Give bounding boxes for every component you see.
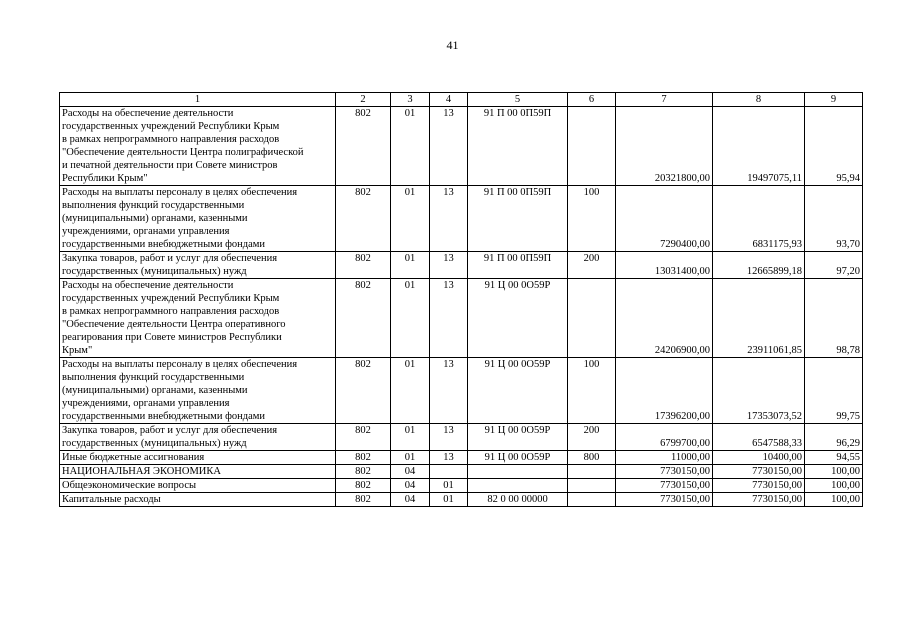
percent-cell: 96,29 [805, 424, 863, 451]
subsection-cell: 13 [430, 279, 468, 358]
executed-amount-cell: 10400,00 [713, 451, 805, 465]
description-text: Закупка товаров, работ и услуг для обеспечения государственных (муниципальных) нужд [62, 253, 278, 277]
chapter-cell: 802 [336, 451, 391, 465]
planned-amount-cell: 20321800,00 [616, 107, 713, 186]
executed-amount-cell: 6831175,93 [713, 186, 805, 252]
section-cell: 01 [391, 358, 430, 424]
expense-type-cell [568, 479, 616, 493]
description-cell [60, 252, 336, 279]
subsection-cell: 13 [430, 107, 468, 186]
expense-type-cell: 100 [568, 358, 616, 424]
target-article-cell: 91 Ц 00 0О59Р [468, 279, 568, 358]
section-cell: 01 [391, 451, 430, 465]
description-cell [60, 451, 336, 465]
description-text: Расходы на выплаты персоналу в целях обеспечения выполнения функций государственными (муниципальными) органами, казенными учреждениями, органами управления государственными внебюджетными фондами [62, 187, 298, 250]
description-cell [60, 358, 336, 424]
description-cell [60, 424, 336, 451]
chapter-cell: 802 [336, 424, 391, 451]
header-cell: 8 [713, 93, 805, 107]
planned-amount-cell: 6799700,00 [616, 424, 713, 451]
description-text: Расходы на обеспечение деятельности государственных учреждений Республики Крым в рамках непрограммного направления расходов "Обеспечение деятельности Центра полиграфической и печатной деятельности при Совете министров Республики Крым" [62, 108, 304, 184]
planned-amount-cell: 7730150,00 [616, 493, 713, 507]
executed-amount-cell: 7730150,00 [713, 493, 805, 507]
chapter-cell: 802 [336, 465, 391, 479]
expense-type-cell [568, 493, 616, 507]
planned-amount-cell: 17396200,00 [616, 358, 713, 424]
chapter-cell: 802 [336, 252, 391, 279]
expense-type-cell: 200 [568, 424, 616, 451]
subsection-cell: 13 [430, 252, 468, 279]
subsection-cell: 01 [430, 493, 468, 507]
planned-amount-cell: 7290400,00 [616, 186, 713, 252]
chapter-cell: 802 [336, 279, 391, 358]
section-cell: 01 [391, 186, 430, 252]
target-article-cell [468, 465, 568, 479]
executed-amount-cell: 7730150,00 [713, 465, 805, 479]
description-text: Расходы на обеспечение деятельности государственных учреждений Республики Крым в рамках непрограммного направления расходов "Обеспечение деятельности Центра оперативного реагирования при Совете министров Республики Крым" [62, 280, 286, 356]
budget-table [59, 92, 863, 507]
subsection-cell: 13 [430, 424, 468, 451]
subsection-cell: 01 [430, 479, 468, 493]
target-article-cell: 91 П 00 0П59П [468, 186, 568, 252]
description-text: Общеэкономические вопросы [62, 480, 197, 491]
table-row [60, 493, 863, 507]
header-cell: 9 [805, 93, 863, 107]
planned-amount-cell: 7730150,00 [616, 465, 713, 479]
expense-type-cell: 800 [568, 451, 616, 465]
description-cell [60, 279, 336, 358]
section-cell: 04 [391, 465, 430, 479]
description-text: Иные бюджетные ассигнования [62, 452, 205, 463]
table-row [60, 451, 863, 465]
chapter-cell: 802 [336, 107, 391, 186]
expense-type-cell: 200 [568, 252, 616, 279]
percent-cell: 95,94 [805, 107, 863, 186]
header-cell: 5 [468, 93, 568, 107]
table-row [60, 279, 863, 358]
target-article-cell: 91 Ц 00 0О59Р [468, 451, 568, 465]
table-row [60, 252, 863, 279]
executed-amount-cell: 6547588,33 [713, 424, 805, 451]
table-row [60, 424, 863, 451]
percent-cell: 100,00 [805, 479, 863, 493]
table-row [60, 479, 863, 493]
header-cell: 1 [60, 93, 336, 107]
subsection-cell [430, 465, 468, 479]
description-cell [60, 493, 336, 507]
table-row [60, 465, 863, 479]
section-cell: 04 [391, 493, 430, 507]
subsection-cell: 13 [430, 451, 468, 465]
chapter-cell: 802 [336, 479, 391, 493]
executed-amount-cell: 12665899,18 [713, 252, 805, 279]
section-cell: 01 [391, 107, 430, 186]
target-article-cell: 91 Ц 00 0О59Р [468, 424, 568, 451]
planned-amount-cell: 13031400,00 [616, 252, 713, 279]
chapter-cell: 802 [336, 493, 391, 507]
percent-cell: 98,78 [805, 279, 863, 358]
planned-amount-cell: 11000,00 [616, 451, 713, 465]
planned-amount-cell: 7730150,00 [616, 479, 713, 493]
percent-cell: 97,20 [805, 252, 863, 279]
executed-amount-cell: 19497075,11 [713, 107, 805, 186]
target-article-cell: 82 0 00 00000 [468, 493, 568, 507]
percent-cell: 100,00 [805, 493, 863, 507]
description-text: Закупка товаров, работ и услуг для обеспечения государственных (муниципальных) нужд [62, 425, 278, 449]
header-cell: 6 [568, 93, 616, 107]
chapter-cell: 802 [336, 186, 391, 252]
percent-cell: 93,70 [805, 186, 863, 252]
header-cell: 7 [616, 93, 713, 107]
description-cell [60, 186, 336, 252]
page-number: 41 [446, 38, 459, 52]
header-cell: 3 [391, 93, 430, 107]
percent-cell: 94,55 [805, 451, 863, 465]
table-row [60, 358, 863, 424]
target-article-cell: 91 П 00 0П59П [468, 252, 568, 279]
table-body [60, 107, 863, 507]
percent-cell: 100,00 [805, 465, 863, 479]
target-article-cell [468, 479, 568, 493]
section-cell: 01 [391, 279, 430, 358]
description-cell [60, 107, 336, 186]
expense-type-cell [568, 465, 616, 479]
executed-amount-cell: 23911061,85 [713, 279, 805, 358]
expense-type-cell: 100 [568, 186, 616, 252]
subsection-cell: 13 [430, 358, 468, 424]
executed-amount-cell: 17353073,52 [713, 358, 805, 424]
target-article-cell: 91 П 00 0П59П [468, 107, 568, 186]
section-cell: 01 [391, 252, 430, 279]
description-cell [60, 465, 336, 479]
chapter-cell: 802 [336, 358, 391, 424]
description-text: Капитальные расходы [62, 494, 161, 505]
section-cell: 01 [391, 424, 430, 451]
table-row [60, 107, 863, 186]
table-header-row [60, 93, 863, 107]
section-cell: 04 [391, 479, 430, 493]
description-text: Расходы на выплаты персоналу в целях обеспечения выполнения функций государственными (муниципальными) органами, казенными учреждениями, органами управления государственными внебюджетными фондами [62, 359, 298, 422]
expense-type-cell [568, 107, 616, 186]
header-cell: 2 [336, 93, 391, 107]
description-cell [60, 479, 336, 493]
table-row [60, 186, 863, 252]
header-cell: 4 [430, 93, 468, 107]
expense-type-cell [568, 279, 616, 358]
target-article-cell: 91 Ц 00 0О59Р [468, 358, 568, 424]
percent-cell: 99,75 [805, 358, 863, 424]
subsection-cell: 13 [430, 186, 468, 252]
description-text: НАЦИОНАЛЬНАЯ ЭКОНОМИКА [62, 466, 221, 477]
executed-amount-cell: 7730150,00 [713, 479, 805, 493]
planned-amount-cell: 24206900,00 [616, 279, 713, 358]
